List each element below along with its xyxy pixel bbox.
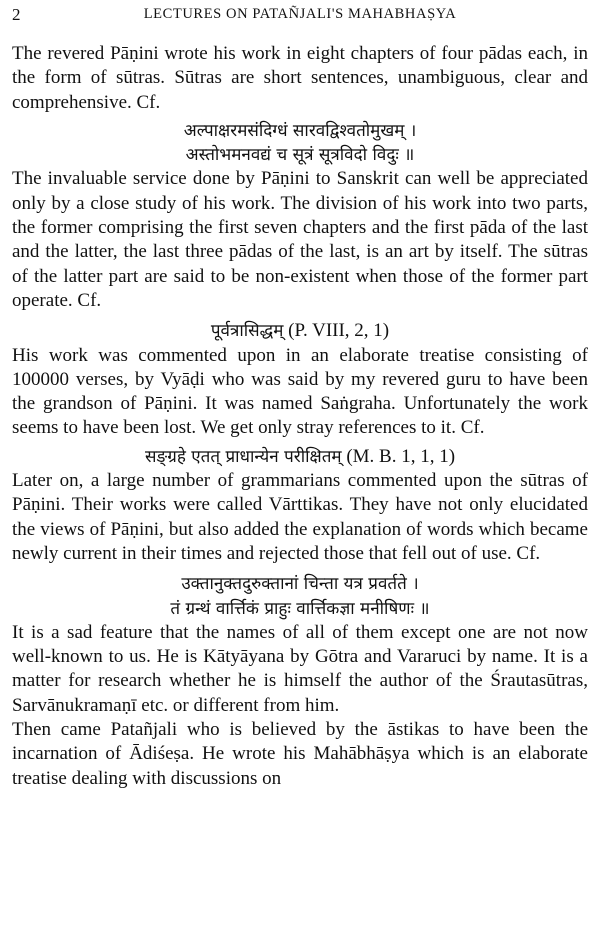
citation-1	[12, 319, 588, 343]
citation-1-reference: (P. VIII, 2, 1)	[283, 320, 390, 342]
verse-1-line-2: अस्तोभमनवद्यं च सूत्रं सूत्रविदो विदुः ॥	[185, 145, 415, 166]
verse-2-line-1: उक्तानुक्तदुरुक्तानां चिन्ता यत्र प्रवर्तते ।	[181, 574, 419, 595]
running-head: LECTURES ON PATAÑJALI'S MAHABHAṢYA	[143, 6, 457, 22]
citation-2-reference: (M. B. 1, 1, 1)	[341, 445, 456, 467]
paragraph-2: The invaluable service done by Pāṇini to Sanskrit can well be appreciated only by a close study of his work. The division of his work into two parts, the former comprising the first seven chapters and the first pāda of the last and the latter, the last three pādas of the last, is an art by itself. The sūtras of the latter part are said to be non-existent when those of the former part operate. Cf.	[12, 168, 588, 311]
paragraph-6: Then came Patañjali who is believed by the āstikas to have been the incarnation of Ādiśeṣa. He wrote his Mahābhāṣya which is an elaborate treatise dealing with discussions on	[12, 719, 588, 789]
citation-1-sanskrit: पूर्वत्रासिद्धम्	[210, 321, 284, 342]
paragraph-4: Later on, a large number of grammarians commented upon the sūtras of Pāṇini. Their works were called Vārttikas. They have not only elucidated the views of Pāṇini, but also added the explanation of words which became newly current in their times and rejected those that fell out of use. Cf.	[12, 470, 588, 564]
verse-1	[12, 119, 588, 168]
citation-2-sanskrit: सङ्ग्रहे एतत् प्राधान्येन परीक्षितम्	[144, 446, 342, 467]
verse-1-line-1: अल्पाक्षरमसंदिग्धं सारवद्विश्वतोमुखम् ।	[183, 120, 417, 141]
verse-2-line-2: तं ग्रन्थं वार्त्तिकं प्राहुः वार्त्तिकज्ञा मनीषिणः ॥	[170, 598, 430, 619]
verse-2	[12, 572, 588, 621]
page-header	[12, 5, 588, 29]
citation-2	[12, 445, 588, 469]
page-body	[12, 42, 588, 791]
page-number: 2	[12, 5, 21, 24]
paragraph-5: It is a sad feature that the names of all of them except one are not now well-known to us. He is Kātyāyana by Gōtra and Vararuci by name. It is a matter for research whether he is himself the author of the Śrautasūtras, Sarvānukramaṇī etc. or different from him.	[12, 621, 588, 716]
paragraph-1: The revered Pāṇini wrote his work in eight chapters of four pādas each, in the form of sūtras. Sūtras are short sentences, unambiguous, clear and comprehensive. Cf.	[12, 43, 588, 113]
paragraph-3: His work was commented upon in an elaborate treatise consisting of 100000 verses, by Vyāḍi who was said by my revered guru to have been the grandson of Pāṇini. It was named Saṅgraha. Unfortunately the work seems to have been lost. We get only stray references to it. Cf.	[12, 344, 588, 439]
